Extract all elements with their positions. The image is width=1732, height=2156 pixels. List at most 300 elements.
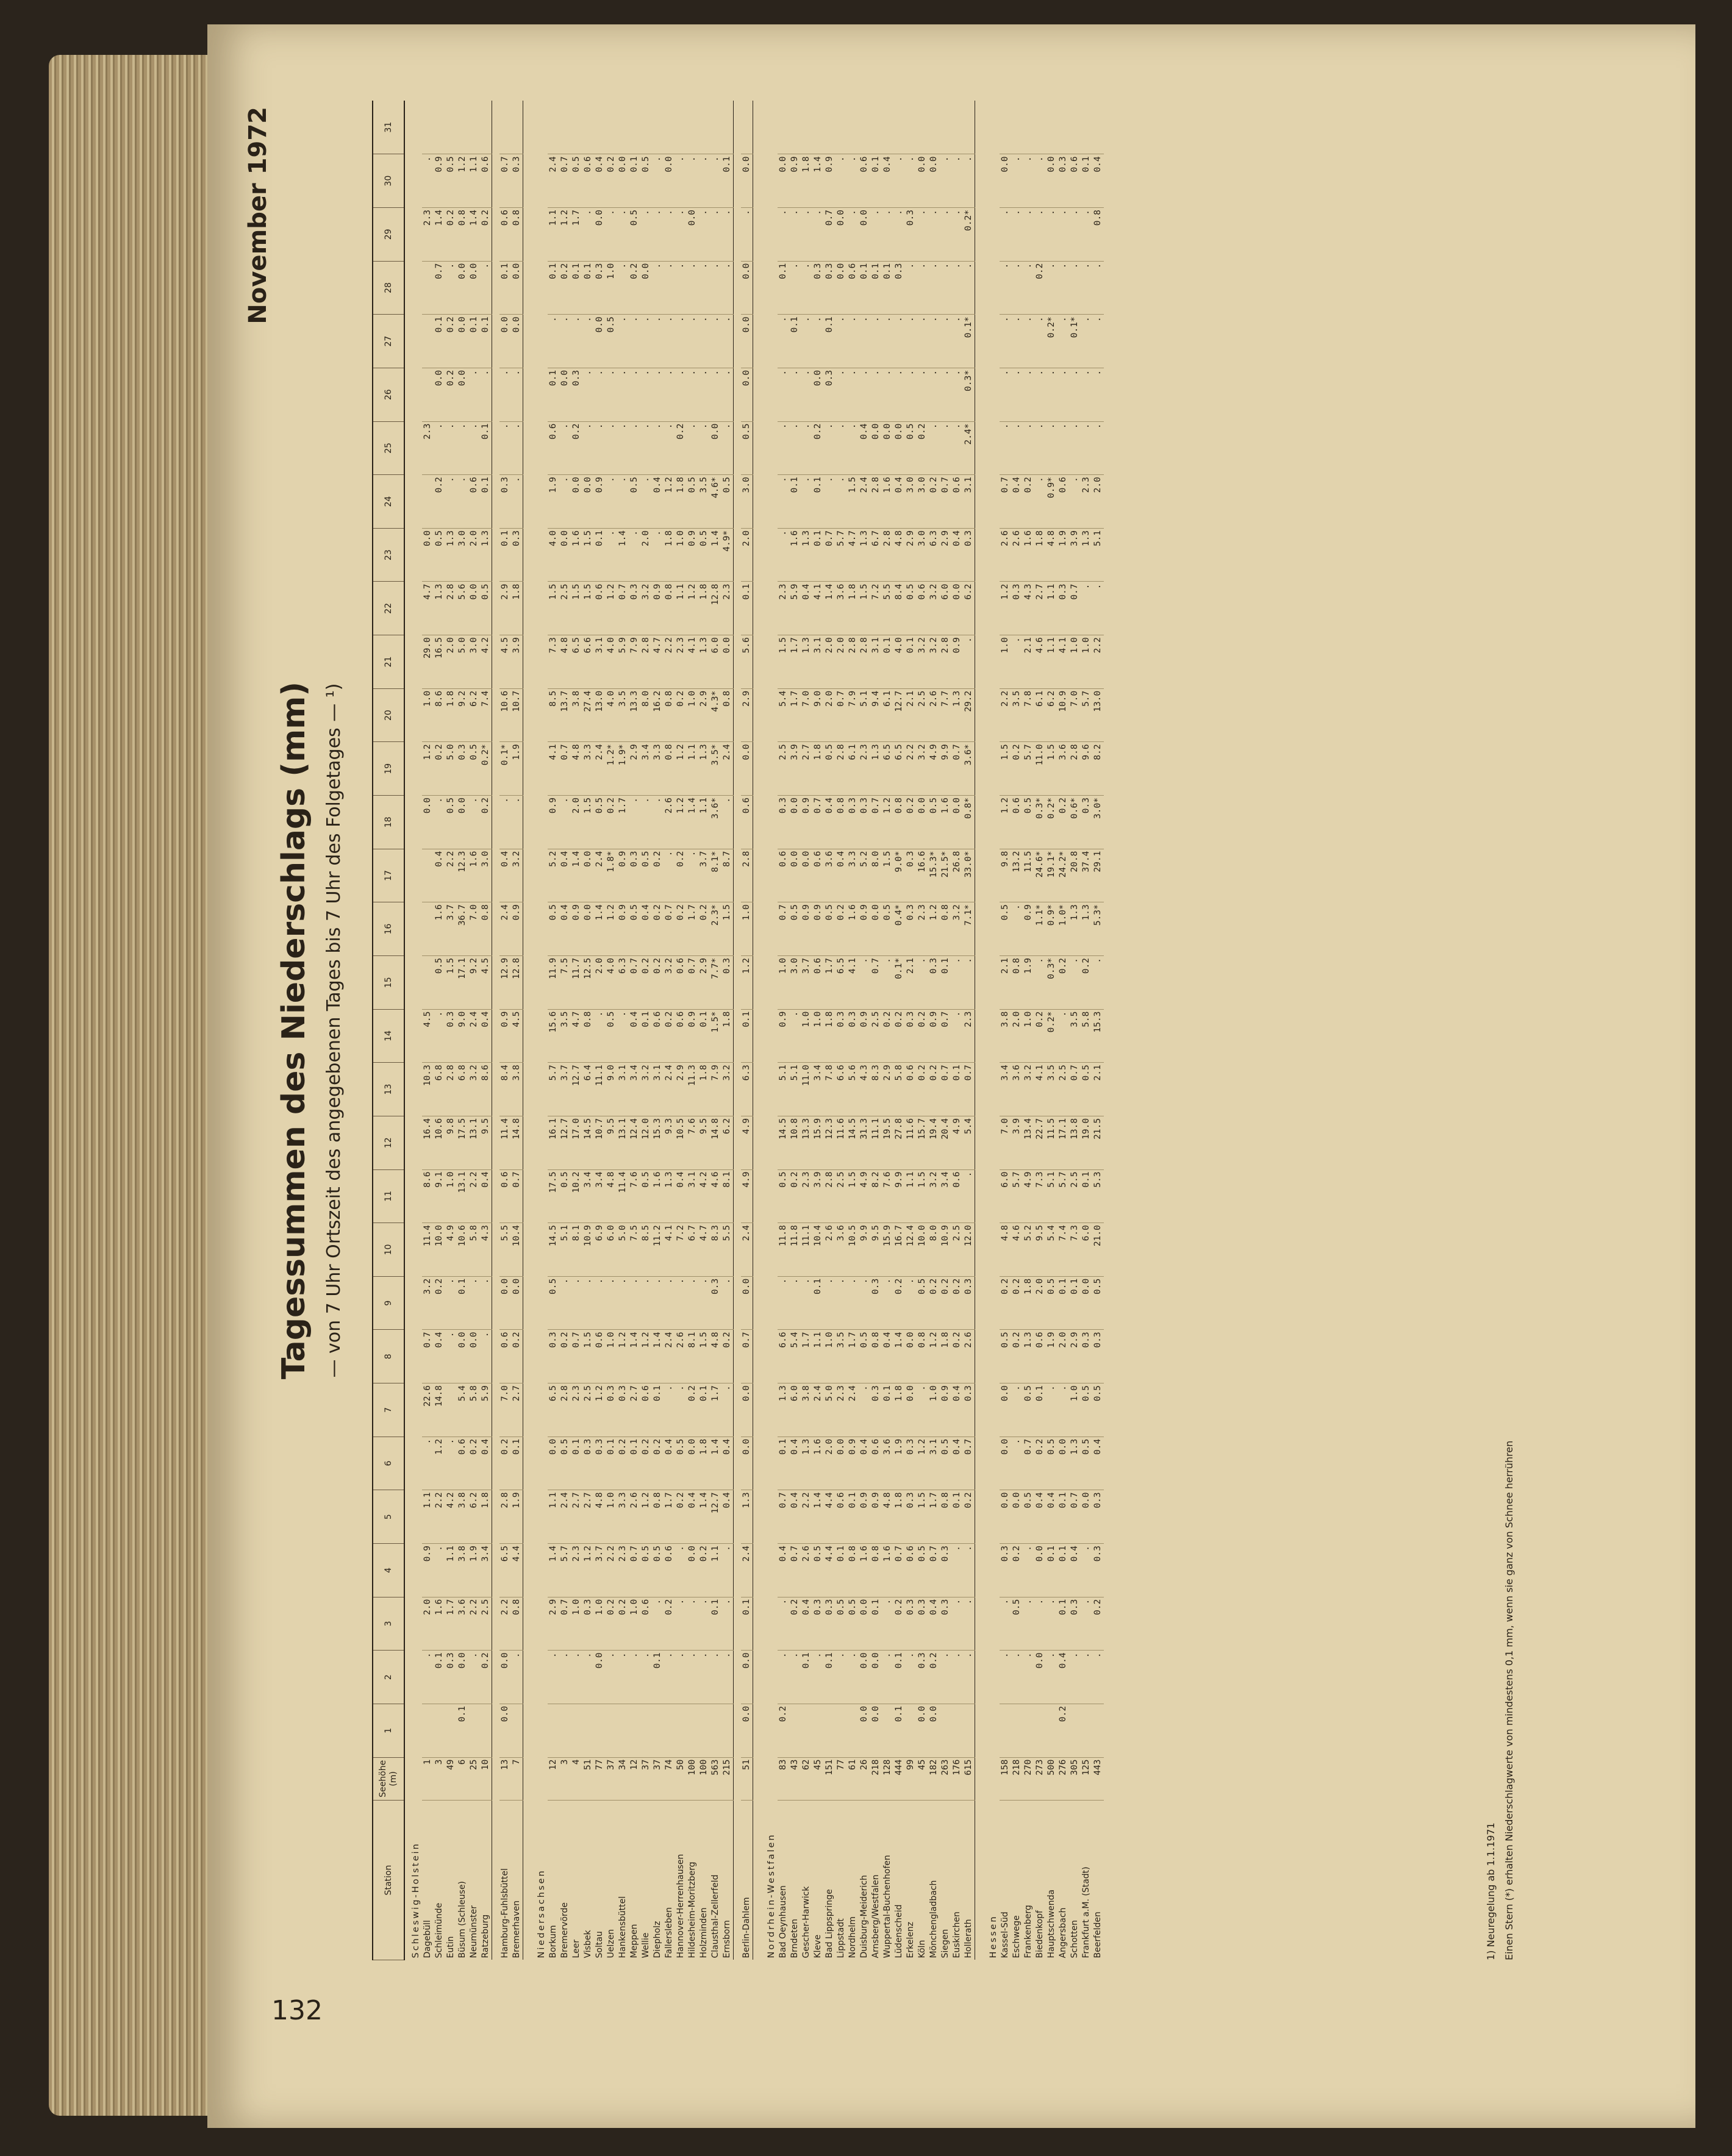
precip-value: 2.8 <box>499 1490 511 1544</box>
precip-value: . <box>687 1276 698 1330</box>
station-elevation: 62 <box>801 1757 812 1801</box>
precip-value: . <box>721 421 734 475</box>
precip-value: 0.5 <box>882 902 893 956</box>
precip-value: 1.7 <box>801 1330 812 1383</box>
precip-value <box>824 101 836 154</box>
precip-value: 0.2 <box>434 475 445 529</box>
precip-value: . <box>640 475 652 529</box>
precip-value: 0.3 <box>1069 1597 1081 1651</box>
precip-value: 2.4* <box>963 421 975 475</box>
precip-value: . <box>664 368 675 421</box>
precipitation-table <box>372 101 1104 1960</box>
precip-value <box>445 101 457 154</box>
precip-value: . <box>698 315 710 368</box>
precip-value: . <box>652 261 664 315</box>
day-column-header: 4 <box>373 1544 404 1597</box>
precip-value: 0.7 <box>434 261 445 315</box>
precip-value: 0.4 <box>928 1597 940 1651</box>
precip-value: 3.5 <box>836 1330 847 1383</box>
precip-value: 0.4 <box>480 1009 492 1063</box>
precip-value: 0.6 <box>1069 154 1081 208</box>
precip-value <box>951 101 963 154</box>
precip-value: . <box>652 207 664 261</box>
precip-value: 3.8 <box>457 1544 468 1597</box>
precip-value: 3.0 <box>468 635 480 689</box>
station-name: Visbek <box>583 1930 593 1958</box>
precip-value: 1.5 <box>582 528 594 582</box>
precip-value <box>422 955 434 1009</box>
station-name: Angersbach <box>1058 1907 1068 1958</box>
station-name: Ernsborn <box>722 1920 732 1958</box>
precip-value: 14.5 <box>582 1116 594 1169</box>
precip-value: 0.6 <box>836 1490 847 1544</box>
precip-value: 3.3 <box>847 849 859 902</box>
precip-value: 8.4 <box>893 582 905 635</box>
precip-value: . <box>778 368 789 421</box>
precip-value: 4.9 <box>928 742 940 796</box>
precip-value <box>893 101 905 154</box>
precip-value: 3.2 <box>511 849 523 902</box>
precip-value <box>847 101 859 154</box>
precip-value: 13.3 <box>801 1116 812 1169</box>
precip-value: 11.4 <box>499 1116 511 1169</box>
station-elevation: 500 <box>1046 1757 1057 1801</box>
day-column-header: 25 <box>373 421 404 475</box>
precip-value: 0.4 <box>721 1490 734 1544</box>
precip-value: . <box>559 475 571 529</box>
precip-value: 0.3 <box>905 207 917 261</box>
precip-value: 1.8 <box>721 1009 734 1063</box>
precip-value: 0.3 <box>824 368 836 421</box>
precip-value: 2.8 <box>847 635 859 689</box>
precip-value: 0.6 <box>499 1330 511 1383</box>
precip-value: 2.2 <box>445 849 457 902</box>
precip-value: . <box>698 421 710 475</box>
precip-value: . <box>940 261 951 315</box>
station-elevation: 77 <box>594 1757 606 1801</box>
precip-value: 0.7 <box>928 1544 940 1597</box>
precip-value <box>928 101 940 154</box>
precip-value: 0.3 <box>847 796 859 849</box>
precip-value: . <box>1092 368 1104 421</box>
precip-value: 3.2 <box>721 1063 734 1116</box>
precip-value: 0.0 <box>710 421 721 475</box>
precip-value: 0.0 <box>1057 1437 1069 1490</box>
precip-value: 2.2 <box>801 1490 812 1544</box>
precip-value: 1.5 <box>548 582 559 635</box>
precip-value: . <box>859 955 870 1009</box>
precip-value: 0.7 <box>963 1063 975 1116</box>
region-heading-row <box>982 101 1000 1960</box>
station-elevation: 50 <box>675 1757 687 1801</box>
precip-value: . <box>940 154 951 208</box>
precip-value: . <box>951 1544 963 1597</box>
precip-value: 2.9 <box>698 955 710 1009</box>
group-separator <box>734 101 742 1960</box>
station-name: Wellie <box>641 1932 651 1958</box>
precip-value: 0.8 <box>893 796 905 849</box>
precip-value: 5.3 <box>1092 1169 1104 1223</box>
precip-value: 2.2 <box>1000 688 1011 742</box>
precip-value: 11.5 <box>1046 1116 1057 1169</box>
precip-value: 0.1* <box>499 742 511 796</box>
precip-value: 4.8 <box>571 742 582 796</box>
precip-value: 0.2 <box>480 1651 492 1704</box>
station-name: Büsum (Schleuse) <box>457 1881 467 1958</box>
precip-value: 0.5 <box>640 1169 652 1223</box>
precip-value: 0.0 <box>559 368 571 421</box>
precip-value: 1.3 <box>741 1490 753 1544</box>
precip-value: 0.1 <box>741 582 753 635</box>
precip-value: . <box>480 1276 492 1330</box>
precip-value: 4.7 <box>698 1223 710 1277</box>
precip-value: 13.1 <box>617 1116 629 1169</box>
precip-value: 5.0 <box>457 635 468 689</box>
precip-value: 0.5 <box>940 1437 951 1490</box>
precip-value: 9.6 <box>1081 742 1092 796</box>
precip-value: 9.2 <box>457 688 468 742</box>
station-name: Frankenberg <box>1023 1905 1033 1958</box>
precip-value: . <box>847 368 859 421</box>
precip-value: 0.5 <box>434 528 445 582</box>
precip-value: 3.0* <box>1092 796 1104 849</box>
precip-value: . <box>1034 207 1046 261</box>
precip-value: . <box>963 154 975 208</box>
precip-value: . <box>1034 154 1046 208</box>
precip-value: 1.2 <box>928 1330 940 1383</box>
precip-value: . <box>928 421 940 475</box>
precip-value: 9.0 <box>812 688 824 742</box>
precip-value: 0.6 <box>652 1009 664 1063</box>
precip-value: 4.6 <box>1011 1223 1023 1277</box>
precip-value: 0.2 <box>1011 1330 1023 1383</box>
precip-value: 0.2 <box>675 902 687 956</box>
precip-value: 0.8 <box>1011 955 1023 1009</box>
precip-value: 3.2 <box>640 1063 652 1116</box>
precip-value: . <box>445 1330 457 1383</box>
precip-value: 2.1 <box>905 955 917 1009</box>
precip-value: 1.7 <box>789 688 801 742</box>
precip-value: 22.6 <box>422 1383 434 1437</box>
precip-value: 0.2 <box>617 1437 629 1490</box>
precip-value: 0.0 <box>434 368 445 421</box>
precip-value: 0.5 <box>905 582 917 635</box>
precip-value: . <box>1057 1009 1069 1063</box>
station-elevation: 43 <box>789 1757 801 1801</box>
precip-value: 0.3 <box>928 955 940 1009</box>
precip-value: 1.4 <box>698 1490 710 1544</box>
precip-value: 3.4 <box>480 1544 492 1597</box>
precip-value: 6.6 <box>582 635 594 689</box>
precip-value: 0.4 <box>480 1437 492 1490</box>
station-elevation: 12 <box>548 1757 559 1801</box>
precip-value: 0.9 <box>687 1009 698 1063</box>
precip-value: 10.7 <box>594 1116 606 1169</box>
precip-value: 0.5 <box>445 796 457 849</box>
table-row <box>882 101 893 1960</box>
precip-value: 0.5 <box>812 1544 824 1597</box>
precip-value: 4.8 <box>882 1490 893 1544</box>
precip-value: 7.3 <box>1069 1223 1081 1277</box>
region-heading-row <box>760 101 778 1960</box>
precip-value: . <box>1034 475 1046 529</box>
precip-value: 19.1* <box>1046 849 1057 902</box>
region-heading: Nordrhein-Westfalen <box>767 1833 776 1958</box>
precip-value: . <box>847 1276 859 1330</box>
precip-value: 0.8 <box>917 1330 928 1383</box>
precip-value: 3.2 <box>928 1169 940 1223</box>
precip-value: . <box>951 368 963 421</box>
precip-value: 9.5 <box>480 1116 492 1169</box>
precip-value: . <box>951 1009 963 1063</box>
table-row <box>664 101 675 1960</box>
station-elevation: 7 <box>511 1757 523 1801</box>
precip-value: . <box>445 475 457 529</box>
precip-value <box>812 1704 824 1757</box>
precip-value: 0.2 <box>617 1597 629 1651</box>
precip-value: 21.5* <box>940 849 951 902</box>
precip-value: . <box>698 207 710 261</box>
precip-value: . <box>859 1276 870 1330</box>
precip-value: 3.3 <box>617 1490 629 1544</box>
precip-value: . <box>468 421 480 475</box>
precip-value: 12.7 <box>710 1490 721 1544</box>
precip-value: 4.8 <box>1046 528 1057 582</box>
page-number: 132 <box>271 1995 323 2026</box>
precip-value: . <box>801 315 812 368</box>
precip-value: 12.7 <box>893 688 905 742</box>
precip-value: 0.9 <box>951 635 963 689</box>
precip-value: 1.8 <box>698 1063 710 1116</box>
precip-value <box>1081 101 1092 154</box>
precip-value: . <box>1069 261 1081 315</box>
precip-value: 3.1 <box>812 635 824 689</box>
precip-value: . <box>1023 1651 1034 1704</box>
precip-value: . <box>859 368 870 421</box>
precip-value: 0.1 <box>457 1704 468 1757</box>
precip-value: 10.3 <box>422 1063 434 1116</box>
precip-value: . <box>457 421 468 475</box>
day-column-header: 8 <box>373 1330 404 1383</box>
station-elevation: 615 <box>963 1757 975 1801</box>
precip-value: . <box>917 207 928 261</box>
precip-value: 5.7 <box>559 1544 571 1597</box>
precip-value: 0.4 <box>882 1330 893 1383</box>
precip-value: 0.3 <box>594 261 606 315</box>
precip-value: 0.0 <box>457 796 468 849</box>
precip-value: 2.2 <box>905 742 917 796</box>
station-name: Duisburg-Meiderich <box>859 1875 869 1958</box>
station-name: Uelzen <box>606 1929 616 1958</box>
precip-value: . <box>664 1276 675 1330</box>
precip-value: 0.2 <box>675 688 687 742</box>
table-row <box>778 101 789 1960</box>
table-row <box>1000 101 1011 1960</box>
precip-value: 0.7 <box>940 475 951 529</box>
precip-value: 8.1 <box>721 1169 734 1223</box>
precip-value: 0.4 <box>1011 475 1023 529</box>
precip-value: 0.4 <box>687 1490 698 1544</box>
precip-value <box>664 101 675 154</box>
precip-value: . <box>594 1009 606 1063</box>
precip-value: . <box>1081 368 1092 421</box>
precip-value: 0.1 <box>824 1651 836 1704</box>
precip-value: . <box>1034 368 1046 421</box>
station-elevation: 100 <box>687 1757 698 1801</box>
precip-value: 6.3 <box>617 955 629 1009</box>
precip-value: 0.7 <box>778 1490 789 1544</box>
precip-value <box>870 101 882 154</box>
station-name: Eutin <box>446 1936 456 1958</box>
group-separator <box>753 101 761 1960</box>
precip-value <box>1046 101 1057 154</box>
precip-value: 3.4 <box>940 1169 951 1223</box>
precip-value: 0.2 <box>940 1276 951 1330</box>
precip-value: . <box>675 368 687 421</box>
precip-value: 0.7 <box>824 528 836 582</box>
precip-value: 0.3 <box>905 1437 917 1490</box>
precip-value: . <box>1057 315 1069 368</box>
precip-value <box>422 315 434 368</box>
precip-value: . <box>629 1651 640 1704</box>
precip-value: 1.0 <box>594 1597 606 1651</box>
precip-value: 6.5 <box>571 635 582 689</box>
precip-value: 1.4 <box>710 528 721 582</box>
precip-value <box>812 101 824 154</box>
precip-value: 0.1 <box>1057 1544 1069 1597</box>
precip-value: 7.6 <box>687 1116 698 1169</box>
table-row <box>905 101 917 1960</box>
precip-value: 3.8 <box>511 1063 523 1116</box>
station-name: Bremerhaven <box>512 1900 521 1958</box>
precip-value: 0.7 <box>789 1544 801 1597</box>
precip-value: . <box>511 796 523 849</box>
station-elevation: 305 <box>1069 1757 1081 1801</box>
precip-value: 0.4 <box>559 902 571 956</box>
precip-value <box>1092 1704 1104 1757</box>
precip-value: 0.5 <box>1000 1330 1011 1383</box>
precip-value <box>468 1704 480 1757</box>
precip-value: . <box>1023 261 1034 315</box>
precip-value: 5.4 <box>1046 1223 1057 1277</box>
precip-value: 2.6 <box>801 1544 812 1597</box>
precip-value: 7.7* <box>710 955 721 1009</box>
precip-value: . <box>824 1276 836 1330</box>
precip-value <box>422 849 434 902</box>
precip-value: . <box>1000 261 1011 315</box>
precip-value: 0.0 <box>870 1651 882 1704</box>
precip-value <box>721 1704 734 1757</box>
precip-value <box>698 1704 710 1757</box>
precip-value: 1.0 <box>824 1330 836 1383</box>
precip-value: 4.7 <box>571 1009 582 1063</box>
precip-value: 0.4 <box>1057 1651 1069 1704</box>
precip-value: 0.0 <box>859 1704 870 1757</box>
day-column-header: 12 <box>373 1116 404 1169</box>
precip-value: . <box>789 1009 801 1063</box>
precip-value <box>1069 101 1081 154</box>
precip-value: 1.5 <box>847 1169 859 1223</box>
precip-value <box>687 1704 698 1757</box>
precip-value: . <box>480 261 492 315</box>
station-elevation: 151 <box>824 1757 836 1801</box>
precip-value <box>422 368 434 421</box>
station-elevation: 61 <box>847 1757 859 1801</box>
precip-value: 6.6 <box>778 1330 789 1383</box>
precip-value: 4.2 <box>698 1169 710 1223</box>
station-elevation: 74 <box>664 1757 675 1801</box>
station-elevation: 37 <box>652 1757 664 1801</box>
precip-value: . <box>847 154 859 208</box>
precip-value: 0.0 <box>859 1597 870 1651</box>
precip-value: 12.0 <box>640 1116 652 1169</box>
precip-value: 13.1 <box>457 1169 468 1223</box>
precip-value: 0.1 <box>434 1651 445 1704</box>
table-row <box>582 101 594 1960</box>
table-row <box>1081 101 1092 1960</box>
precip-value: 3.9 <box>1069 528 1081 582</box>
precip-value: 0.7 <box>559 742 571 796</box>
precip-value: 4.0 <box>606 635 617 689</box>
station-name: Biedenkopf <box>1035 1910 1045 1958</box>
region-heading-row <box>404 101 422 1960</box>
precip-value: 7.0 <box>1000 1116 1011 1169</box>
precip-value: . <box>1046 207 1057 261</box>
precip-value: 0.4 <box>1069 1544 1081 1597</box>
precip-value: . <box>640 315 652 368</box>
precip-value: 0.0 <box>1034 1544 1046 1597</box>
precip-value: . <box>801 261 812 315</box>
table-row <box>1011 101 1023 1960</box>
precip-value: 1.0 <box>629 1597 640 1651</box>
precip-value: 2.3 <box>571 1383 582 1437</box>
precip-value: 11.9 <box>548 955 559 1009</box>
precip-value: 6.9 <box>594 1223 606 1277</box>
precip-value: 9.5 <box>698 1116 710 1169</box>
precip-value: 2.4 <box>741 1223 753 1277</box>
precip-value: . <box>1023 315 1034 368</box>
precip-value: 1.1 <box>548 207 559 261</box>
precip-value: 0.6 <box>951 1169 963 1223</box>
precip-value: . <box>893 315 905 368</box>
table-row <box>963 101 975 1960</box>
precip-value: 0.6 <box>468 475 480 529</box>
precip-value: . <box>1000 207 1011 261</box>
precip-value: 2.3 <box>422 421 434 475</box>
precip-value <box>905 1704 917 1757</box>
precip-value: 9.1 <box>434 1169 445 1223</box>
precip-value: 0.7 <box>836 688 847 742</box>
precip-value: 2.3 <box>778 582 789 635</box>
precip-value: 5.1 <box>859 688 870 742</box>
precip-value: 0.1 <box>548 261 559 315</box>
precip-value: 4.9* <box>721 528 734 582</box>
precip-value: 0.0 <box>548 1437 559 1490</box>
precip-value: 0.0 <box>511 1276 523 1330</box>
day-column-header: 17 <box>373 849 404 902</box>
precip-value: 21.5 <box>1092 1116 1104 1169</box>
precip-value: 1.6 <box>652 1169 664 1223</box>
precip-value: 9.2 <box>468 955 480 1009</box>
precip-value: 0.2 <box>893 1009 905 1063</box>
precip-value: . <box>434 796 445 849</box>
precip-value: 1.5 <box>847 475 859 529</box>
day-column-header: 9 <box>373 1276 404 1330</box>
precip-value <box>571 1704 582 1757</box>
precip-value: 2.3 <box>801 1169 812 1223</box>
precip-value: 2.2 <box>606 1544 617 1597</box>
precip-value: . <box>1092 1651 1104 1704</box>
